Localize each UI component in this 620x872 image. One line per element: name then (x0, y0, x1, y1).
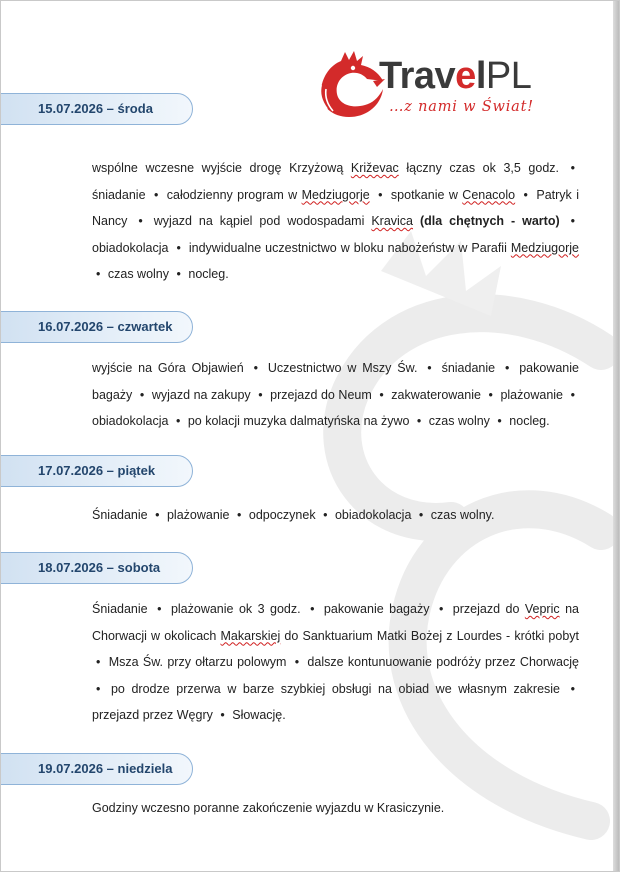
text-segment: do Sanktuarium Matki Bożej z Lourdes - krótki pobyt (280, 628, 579, 643)
text-segment: przejazd do Neum (270, 387, 372, 402)
text-segment: przejazd przez Węgry (92, 708, 213, 722)
spellcheck-word: Križevac (350, 161, 399, 175)
bullet-separator: • (96, 681, 101, 696)
day-header-label: 18.07.2026 – sobota (38, 560, 161, 575)
text-segment: nocleg. (509, 414, 550, 428)
bullet-separator: • (570, 161, 575, 175)
text-segment: nocleg. (188, 267, 229, 281)
bullet-separator: • (294, 655, 300, 669)
bullet-separator: • (96, 267, 101, 281)
eagle-logo-icon (313, 49, 389, 121)
day-header-label: 19.07.2026 – niedziela (38, 761, 173, 776)
text-segment: spotkanie w (390, 187, 463, 202)
day-description-3 (92, 502, 579, 529)
spellcheck-word: Vepric (524, 602, 560, 616)
day-header-label: 16.07.2026 – czwartek (38, 319, 173, 334)
text-segment: czas wolny (107, 267, 170, 281)
bullet-separator: • (523, 187, 528, 202)
bullet-separator: • (323, 508, 328, 522)
brand-tagline: …z nami w Świat! (389, 99, 534, 115)
text-segment: plażowanie ok 3 godz. (170, 602, 301, 616)
bullet-separator: • (220, 708, 225, 722)
text-segment: Godziny wczesno poranne zakończenie wyjazdu w Krasiczynie. (92, 801, 445, 815)
bullet-separator: • (379, 387, 384, 402)
text-segment: łączny czas ok 3,5 godz. (398, 161, 560, 175)
bullet-separator: • (253, 361, 258, 375)
text-segment: wyjazd na kąpiel pod wodospadami (153, 214, 372, 228)
spellcheck-word: Medziugorje (301, 187, 370, 202)
text-segment: czas wolny. (430, 508, 495, 522)
bullet-separator: • (378, 187, 383, 202)
bullet-separator: • (138, 214, 143, 228)
day-description-4 (92, 596, 579, 729)
day-description-2 (92, 355, 579, 435)
day-header-5 (0, 753, 193, 785)
page-edge (613, 1, 619, 872)
bullet-separator: • (155, 508, 160, 522)
text-segment: pakowanie bagaży (323, 602, 430, 616)
spellcheck-word: Kravica (371, 214, 414, 228)
text-segment: śniadanie (92, 187, 146, 202)
bold-note: (dla chętnych - warto) (419, 214, 560, 228)
text-segment: Patryk i Nancy (92, 187, 579, 228)
spellcheck-word: Makarskiej (220, 628, 281, 643)
text-segment: obiadokolacja (334, 508, 412, 522)
brand-name: TravelPL (379, 55, 532, 97)
day-description-1 (92, 155, 579, 288)
text-segment: czas wolny (428, 414, 490, 428)
day-description-5 (92, 795, 579, 822)
bullet-separator: • (175, 414, 181, 428)
text-segment: indywidualne uczestnictwo w bloku nabożeństw w Parafii (188, 240, 511, 255)
text-segment: Śniadanie (92, 508, 148, 522)
bullet-separator: • (416, 414, 422, 428)
day-header-1 (0, 93, 193, 125)
bullet-separator: • (237, 508, 242, 522)
text-segment: dalsze kontunuowanie podróży przez Chorwację (307, 655, 579, 669)
bullet-separator: • (139, 387, 145, 402)
day-header-3 (0, 455, 193, 487)
bullet-separator: • (157, 602, 162, 616)
bullet-separator: • (427, 361, 432, 375)
text-segment: wspólne wczesne wyjście drogę Krzyżową (92, 161, 351, 175)
text-segment: pakowanie bagaży (92, 361, 579, 402)
bullet-separator: • (497, 414, 502, 428)
bullet-separator: • (570, 681, 575, 696)
bullet-separator: • (258, 387, 263, 402)
bullet-separator: • (310, 602, 315, 616)
text-segment: po kolacji muzyka dalmatyńska na żywo (187, 414, 410, 428)
text-segment: przejazd do (452, 602, 525, 616)
spellcheck-word: Cenacolo (462, 187, 516, 202)
day-header-2 (0, 311, 193, 343)
text-segment: wyjście na Góra Objawień (92, 361, 244, 375)
text-segment: zakwaterowanie (391, 387, 481, 402)
bullet-separator: • (438, 602, 444, 616)
text-segment (413, 214, 420, 228)
text-segment: Uczestnictwo w Mszy Św. (267, 361, 418, 375)
text-segment: wyjazd na zakupy (151, 387, 251, 402)
bullet-separator: • (418, 508, 424, 522)
text-segment: całodzienny program w (166, 187, 302, 202)
day-header-label: 17.07.2026 – piątek (38, 463, 156, 478)
bullet-separator: • (153, 187, 159, 202)
bullet-separator: • (176, 240, 181, 255)
day-header-label: 15.07.2026 – środa (38, 101, 153, 116)
spellcheck-word: Medziugorje (510, 240, 579, 255)
text-segment: śniadanie (441, 361, 496, 375)
bullet-separator: • (570, 387, 575, 402)
bullet-separator: • (176, 267, 181, 281)
bullet-separator: • (488, 387, 493, 402)
text-segment: Msza Św. przy ołtarzu polowym (108, 655, 287, 669)
bullet-separator: • (504, 361, 510, 375)
text-segment: plażowanie (166, 508, 230, 522)
travelpl-logo (313, 49, 573, 124)
text-segment: odpoczynek (248, 508, 316, 522)
bullet-separator: • (570, 214, 575, 228)
day-header-4 (0, 552, 193, 584)
text-segment: Śniadanie (92, 602, 148, 616)
text-segment: obiadokolacja (92, 240, 169, 255)
bullet-separator: • (96, 655, 101, 669)
text-segment: obiadokolacja (92, 414, 169, 428)
text-segment: na Chorwacji w okolicach (92, 602, 579, 643)
text-segment: plażowanie (500, 387, 563, 402)
text-segment: Słowację. (232, 708, 286, 722)
text-segment: po drodze przerwa w barze szybkiej obsługi na obiad we własnym zakresie (110, 681, 560, 696)
bird-watermark-icon (261, 231, 620, 851)
